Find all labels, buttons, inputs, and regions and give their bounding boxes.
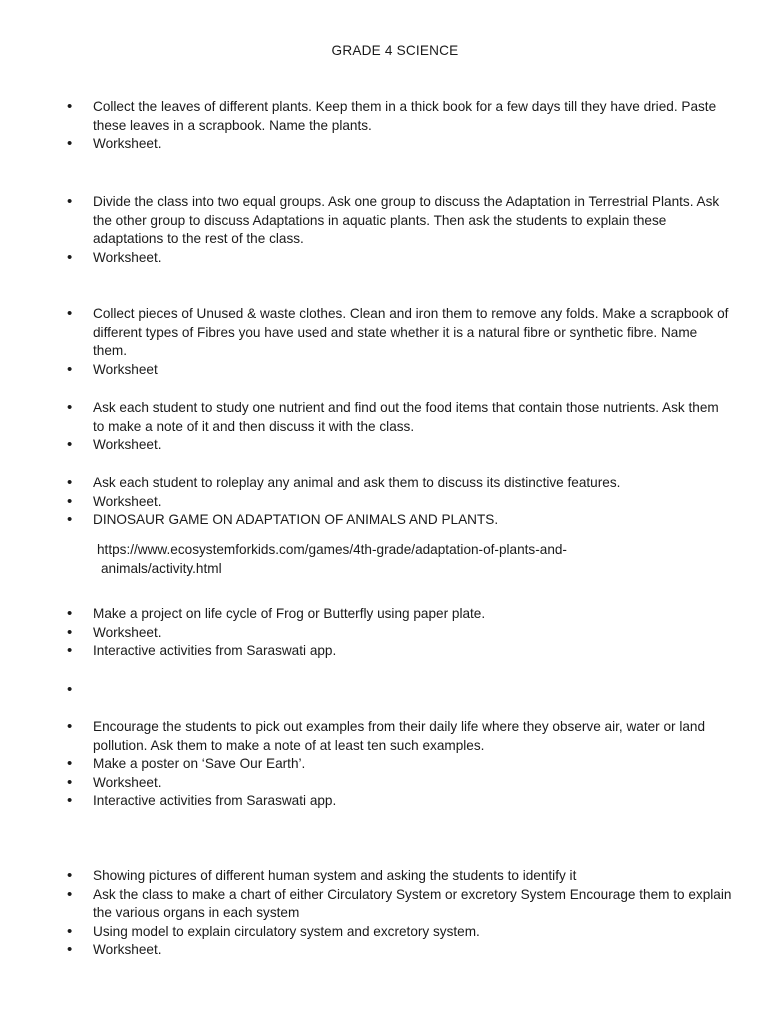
list-item: • Worksheet. — [0, 493, 733, 512]
list-item: • Ask the class to make a chart of either Circulatory System or excretory System Encourage them to explain the various organs in each system — [0, 886, 733, 923]
activity-group-7 — [0, 681, 768, 700]
activity-group-9 — [0, 867, 768, 960]
list-item: • Ask each student to roleplay any animal and ask them to discuss its distinctive features. — [0, 474, 733, 493]
list-item: • Worksheet. — [0, 774, 733, 793]
list-item: • Showing pictures of different human system and asking the students to identify it — [0, 867, 733, 886]
activity-group-4 — [0, 399, 768, 455]
activity-group-5 — [0, 474, 768, 530]
list-item: • Collect pieces of Unused & waste clothes. Clean and iron them to remove any folds. Make a scrapbook of different types of Fibres you have used and state whether it is a natural fibre or synthetic fibre. Name them. — [0, 305, 733, 361]
game-url[interactable] — [97, 541, 657, 578]
activity-group-1 — [0, 98, 768, 154]
list-item: • Make a poster on ‘Save Our Earth’. — [0, 755, 733, 774]
list-item: • Worksheet. — [0, 249, 733, 268]
list-item: • Interactive activities from Saraswati app. — [0, 792, 733, 811]
list-item: • Worksheet. — [0, 135, 733, 154]
url-line-1: https://www.ecosystemforkids.com/games/4th-grade/adaptation-of-plants-and- — [97, 542, 567, 557]
list-item: • DINOSAUR GAME ON ADAPTATION OF ANIMALS AND PLANTS. — [0, 511, 733, 530]
list-item: • Interactive activities from Saraswati app. — [0, 642, 733, 661]
list-item: • Encourage the students to pick out examples from their daily life where they observe air, water or land pollution. Ask them to make a note of at least ten such examples. — [0, 718, 733, 755]
activity-group-3 — [0, 305, 768, 379]
list-item: • Make a project on life cycle of Frog or Butterfly using paper plate. — [0, 605, 733, 624]
activity-group-2 — [0, 193, 768, 267]
activity-group-8 — [0, 718, 768, 811]
list-item: • Worksheet. — [0, 436, 733, 455]
empty-list-item — [0, 681, 733, 700]
list-item: • Divide the class into two equal groups. Ask one group to discuss the Adaptation in Terrestrial Plants. Ask the other group to discuss Adaptations in aquatic plants. Then ask the students to explain these adaptations to the rest of the class. — [0, 193, 733, 249]
url-line-2: animals/activity.html — [101, 560, 222, 576]
document-title: GRADE 4 SCIENCE — [331, 43, 459, 58]
activity-group-6 — [0, 605, 768, 661]
list-item: • Worksheet — [0, 361, 733, 380]
list-item: • Worksheet. — [0, 624, 733, 643]
list-item: • Using model to explain circulatory system and excretory system. — [0, 923, 733, 942]
list-item: • Collect the leaves of different plants. Keep them in a thick book for a few days till they have dried. Paste these leaves in a scrapbook. Name the plants. — [0, 98, 733, 135]
list-item: • Worksheet. — [0, 941, 733, 960]
list-item: • Ask each student to study one nutrient and find out the food items that contain those nutrients. Ask them to make a note of it and then discuss it with the class. — [0, 399, 733, 436]
